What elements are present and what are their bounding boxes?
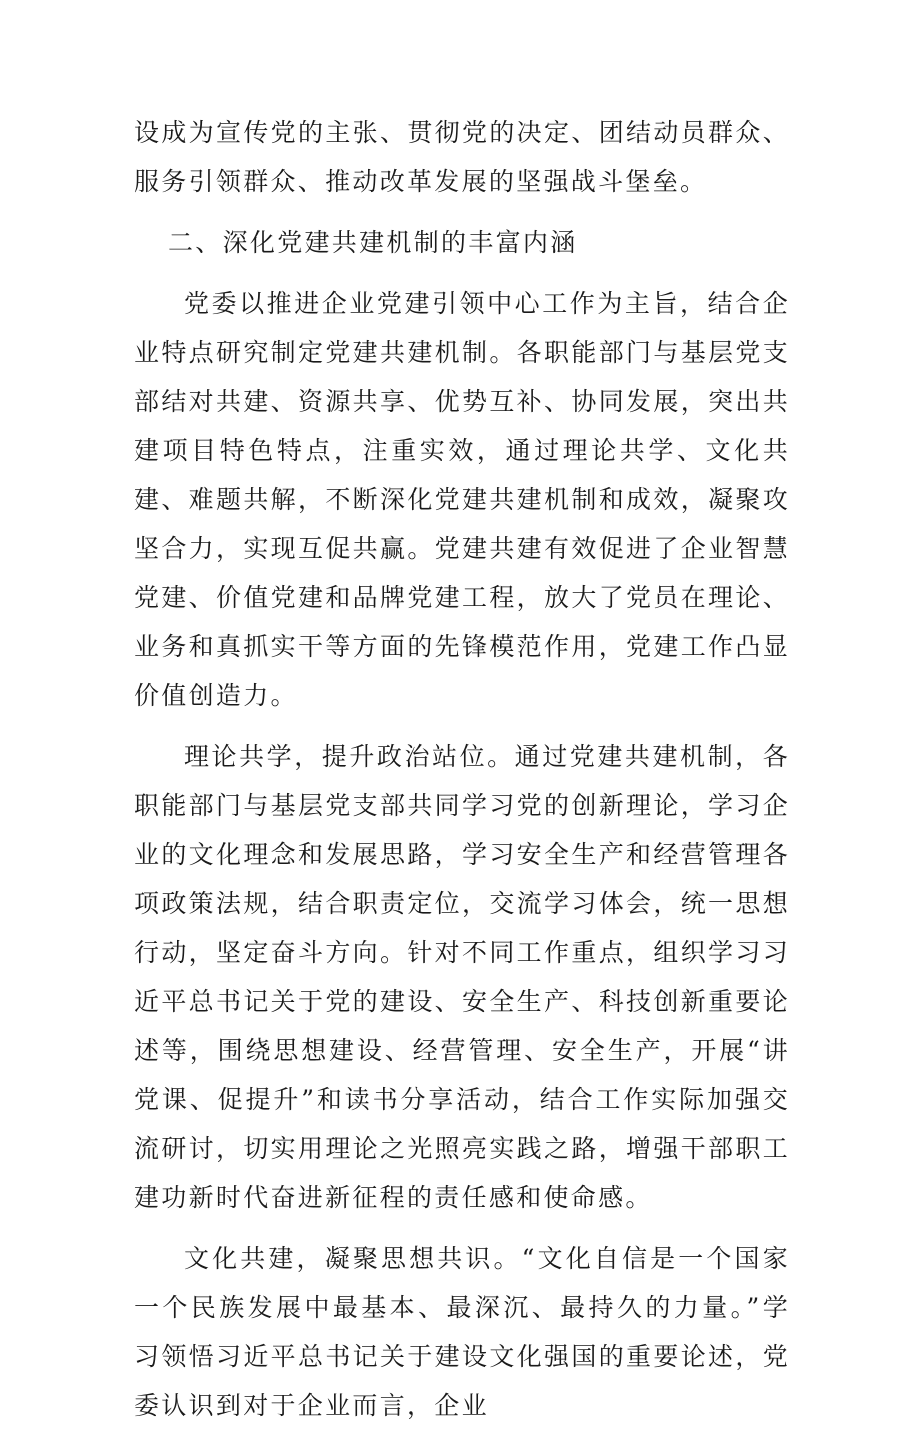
paragraph-theory-study: 理论共学，提升政治站位。通过党建共建机制，各职能部门与基层党支部共同学习党的创新理论，学习企业的文化理念和发展思路，学习安全生产和经营管理各项政策法规，结合职责定位，交流学习体会，统一思想行动，坚定奋斗方向。针对不同工作重点，组织学习习近平总书记关于党的建设、安全生产、科技创新重要论述等，围绕思想建设、经营管理、安全生产，开展“讲党课、促提升”和读书分享活动，结合工作实际加强交流研讨，切实用理论之光照亮实践之路，增强干部职工建功新时代奋进新征程的责任感和使命感。 bbox=[134, 742, 790, 1212]
document-body bbox=[134, 108, 790, 1442]
paragraph-culture-building: 文化共建，凝聚思想共识。“文化自信是一个国家一个民族发展中最基本、最深沉、最持久的力量。”学习领悟习近平总书记关于建设文化强国的重要论述，党委认识到对于企业而言，企业 bbox=[134, 1244, 790, 1420]
paragraph-continuation: 设成为宣传党的主张、贯彻党的决定、团结动员群众、服务引领群众、推动改革发展的坚强战斗堡垒。 bbox=[134, 118, 790, 196]
section-heading: 二、深化党建共建机制的丰富内涵 bbox=[168, 228, 578, 257]
paragraph-mechanism: 党委以推进企业党建引领中心工作为主旨，结合企业特点研究制定党建共建机制。各职能部门与基层党支部结对共建、资源共享、优势互补、协同发展，突出共建项目特色特点，注重实效，通过理论共学、文化共建、难题共解，不断深化党建共建机制和成效，凝聚攻坚合力，实现互促共赢。党建共建有效促进了企业智慧党建、价值党建和品牌党建工程，放大了党员在理论、业务和真抓实干等方面的先锋模范作用，党建工作凸显价值创造力。 bbox=[134, 289, 790, 710]
